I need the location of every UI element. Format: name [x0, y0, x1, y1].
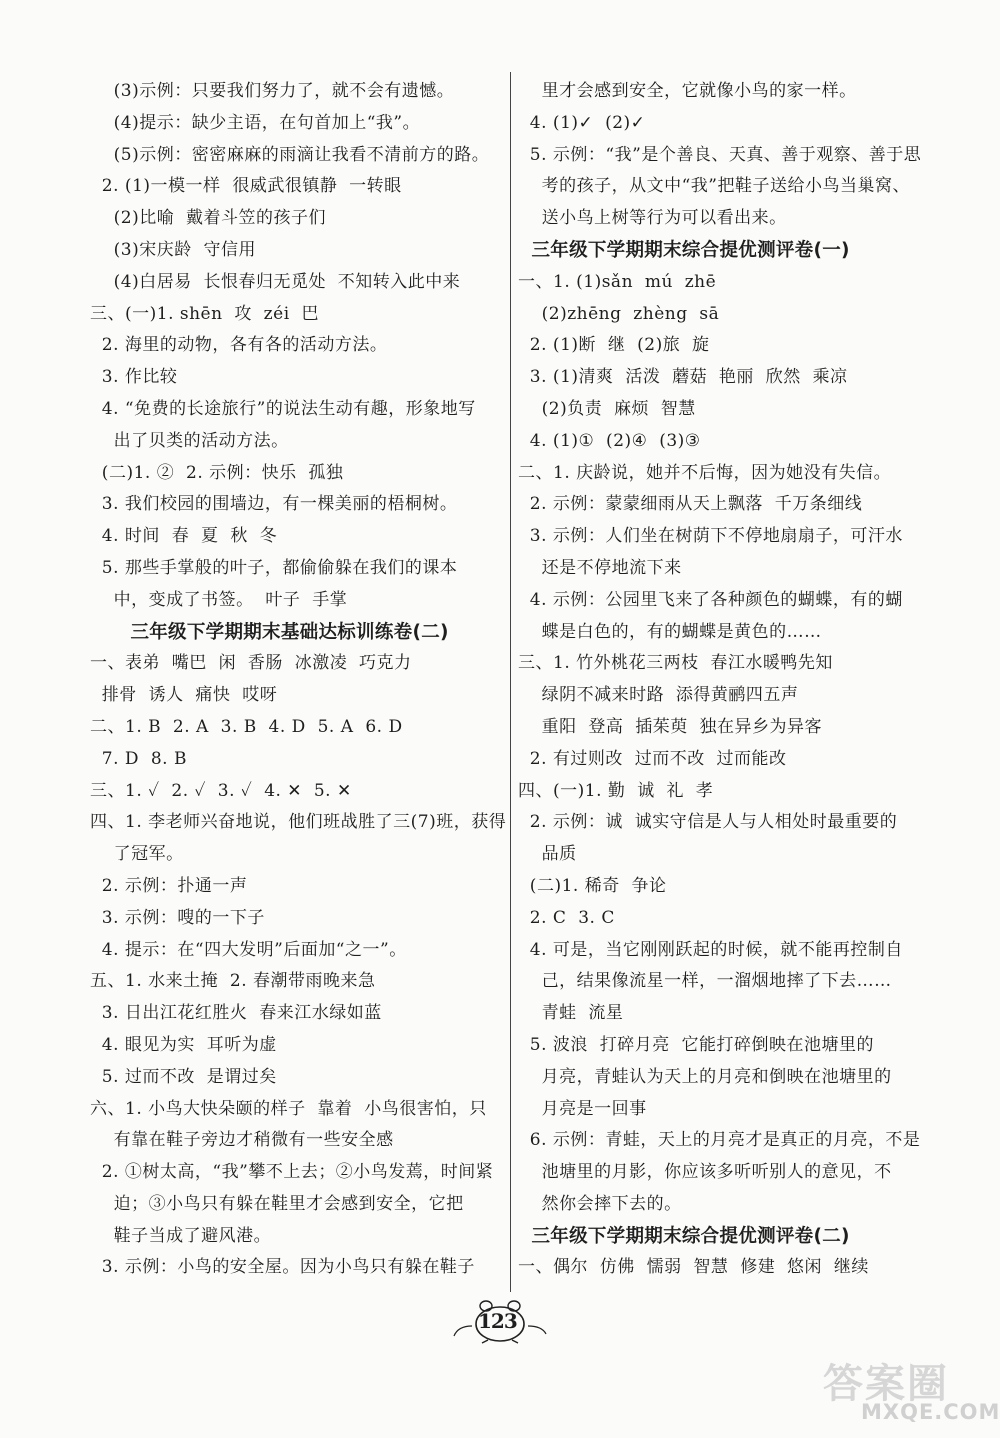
answer-line: 3. 示例：人们坐在树荫下不停地扇扇子，可汗水 — [518, 526, 903, 547]
answer-line: 考的孩子，从文中“我”把鞋子送给小鸟当巢窝、 — [518, 176, 910, 197]
answer-line: 月亮，青蛙认为天上的月亮和倒映在池塘里的 — [518, 1066, 892, 1087]
answer-line: 青蛙 流星 — [518, 1003, 624, 1024]
answer-line: 5. 示例：“我”是个善良、天真、善于观察、善于思 — [518, 144, 922, 165]
answer-line: (2)比喻 戴着斗笠的孩子们 — [90, 208, 327, 229]
answer-line: 一、偶尔 仿佛 懦弱 智慧 修建 悠闲 继续 — [518, 1257, 869, 1278]
answer-line: 7. D 8. B — [90, 748, 187, 769]
answer-line: (4)白居易 长恨春归无觅处 不知转入此中来 — [90, 271, 461, 292]
page-number-badge — [450, 1296, 550, 1344]
answer-line: 送小鸟上树等行为可以看出来。 — [518, 208, 787, 229]
answer-line: 三、(一)1. shēn 攻 zéi 巴 — [90, 303, 319, 324]
page-number: 123 — [478, 1309, 517, 1333]
answer-line: 2. 有过则改 过而不改 过而能改 — [518, 748, 787, 769]
answer-line: 4. (1)① (2)④ (3)③ — [518, 430, 701, 451]
answer-line: 二、1. 庆龄说，她并不后悔，因为她没有失信。 — [518, 462, 892, 483]
answer-line: 4. 可是，当它刚刚跃起的时候，就不能再控制自 — [518, 939, 903, 960]
answer-line: 蝶是白色的，有的蝴蝶是黄色的…… — [518, 621, 822, 642]
answer-line: 出了贝类的活动方法。 — [90, 430, 289, 451]
answer-line: 2. (1)断 继 (2)旅 旋 — [518, 335, 710, 356]
answer-line: 3. 我们校园的围墙边，有一棵美丽的梧桐树。 — [90, 494, 458, 515]
answer-line: 然你会摔下去的。 — [518, 1193, 682, 1214]
answer-line: 3. 日出江花红胜火 春来江水绿如蓝 — [90, 1003, 382, 1024]
answer-line: 三、1. 竹外桃花三两枝 春江水暖鸭先知 — [518, 653, 833, 674]
answer-line: 4. 眼见为实 耳听为虚 — [90, 1034, 277, 1055]
answer-line: 有靠在鞋子旁边才稍微有一些安全感 — [90, 1130, 394, 1151]
watermark-logo: 答案圈 — [823, 1361, 949, 1407]
answer-line: 3. 示例：小鸟的安全屋。因为小鸟只有躲在鞋子 — [90, 1257, 475, 1278]
answer-line: 3. 作比较 — [90, 367, 178, 388]
answer-line: 4. 提示：在“四大发明”后面加“之一”。 — [90, 939, 407, 960]
section-title: 三年级下学期期末综合提优测评卷(一) — [518, 239, 850, 261]
answer-line: 四、1. 李老师兴奋地说，他们班战胜了三(7)班，获得 — [90, 812, 507, 833]
answer-line: (二)1. ② 2. 示例：快乐 孤独 — [90, 462, 344, 483]
answer-line: 三、1. ✓ 2. ✓ 3. ✓ 4. ✕ 5. ✕ — [90, 780, 352, 801]
answer-line: 4. (1)✓ (2)✓ — [518, 112, 646, 133]
answer-line: 2. 示例：诚 诚实守信是人与人相处时最重要的 — [518, 812, 898, 833]
answer-line: 鞋子当成了避风港。 — [90, 1225, 272, 1246]
section-title: 三年级下学期期末基础达标训练卷(二) — [90, 621, 449, 643]
left-column — [90, 76, 507, 1284]
answer-line: 一、1. (1)sǎn mú zhē — [518, 271, 717, 292]
answer-line: 2. (1)一模一样 很威武很镇静 一转眼 — [90, 176, 402, 197]
answer-line: 月亮是一回事 — [518, 1098, 647, 1119]
answer-line: 5. 过而不改 是谓过矣 — [90, 1066, 277, 1087]
column-divider — [510, 72, 511, 1292]
answer-line: 2. 海里的动物，各有各的活动方法。 — [90, 335, 388, 356]
answer-line: 2. 示例：扑通一声 — [90, 875, 248, 896]
answer-line: 排骨 诱人 痛快 哎呀 — [90, 685, 278, 706]
answer-line: 品质 — [518, 844, 577, 865]
answer-line: (5)示例：密密麻麻的雨滴让我看不清前方的路。 — [90, 144, 490, 165]
answer-line: 还是不停地流下来 — [518, 557, 682, 578]
answer-line: 5. 波浪 打碎月亮 它能打碎倒映在池塘里的 — [518, 1034, 875, 1055]
answer-line: (2)zhēng zhèng sā — [518, 303, 720, 324]
section-title: 三年级下学期期末综合提优测评卷(二) — [518, 1225, 850, 1247]
answer-line: 6. 示例：青蛙，天上的月亮才是真正的月亮，不是 — [518, 1130, 921, 1151]
answer-line: 2. 示例：蒙蒙细雨从天上飘落 千万条细线 — [518, 494, 863, 515]
site-watermark — [815, 1352, 1000, 1432]
answer-line: 了冠军。 — [90, 844, 184, 865]
watermark-url: MXQE.COM — [861, 1400, 1000, 1424]
answer-line: (4)提示：缺少主语，在句首加上“我”。 — [90, 112, 421, 133]
answer-line: (3)宋庆龄 守信用 — [90, 239, 257, 260]
answer-line: (二)1. 稀奇 争论 — [518, 875, 667, 896]
answer-line: 中，变成了书签。 叶子 手掌 — [90, 589, 348, 610]
answer-line: 一、表弟 嘴巴 闲 香肠 冰激凌 巧克力 — [90, 653, 412, 674]
answer-line: 重阳 登高 插茱萸 独在异乡为异客 — [518, 716, 823, 737]
answer-line: 3. 示例：嗖的一下子 — [90, 907, 265, 928]
answer-line: (3)示例：只要我们努力了，就不会有遗憾。 — [90, 81, 455, 101]
answer-line: 4. 时间 春 夏 秋 冬 — [90, 526, 278, 547]
answer-line: 五、1. 水来土掩 2. 春潮带雨晚来急 — [90, 971, 376, 992]
answer-line: 池塘里的月影，你应该多听听别人的意见，不 — [518, 1162, 892, 1183]
answer-line: 四、(一)1. 勤 诚 礼 孝 — [518, 780, 714, 801]
answer-line: 3. (1)清爽 活泼 蘑菇 艳丽 欣然 乘凉 — [518, 367, 848, 388]
answer-line: 5. 那些手掌般的叶子，都偷偷躲在我们的课本 — [90, 557, 458, 578]
answer-line: 二、1. B 2. A 3. B 4. D 5. A 6. D — [90, 716, 403, 737]
answer-line: 2. ①树太高，“我”攀不上去；②小鸟发蔫，时间紧 — [90, 1162, 494, 1183]
answer-line: 里才会感到安全，它就像小鸟的家一样。 — [518, 81, 857, 101]
answer-line: 六、1. 小鸟大快朵颐的样子 靠着 小鸟很害怕，只 — [90, 1098, 487, 1119]
answer-line: 4. 示例：公园里飞来了各种颜色的蝴蝶，有的蝴 — [518, 589, 903, 610]
answer-line: 己，结果像流星一样，一溜烟地摔了下去…… — [518, 971, 892, 992]
right-column — [518, 76, 928, 1284]
answer-line: 2. C 3. C — [518, 907, 615, 928]
answer-line: 绿阴不减来时路 添得黄鹂四五声 — [518, 685, 799, 706]
answer-line: 4. “免费的长途旅行”的说法生动有趣，形象地写 — [90, 398, 476, 419]
answer-line: (2)负责 麻烦 智慧 — [518, 398, 696, 419]
answer-line: 迫；③小鸟只有躲在鞋里才会感到安全，它把 — [90, 1193, 464, 1214]
